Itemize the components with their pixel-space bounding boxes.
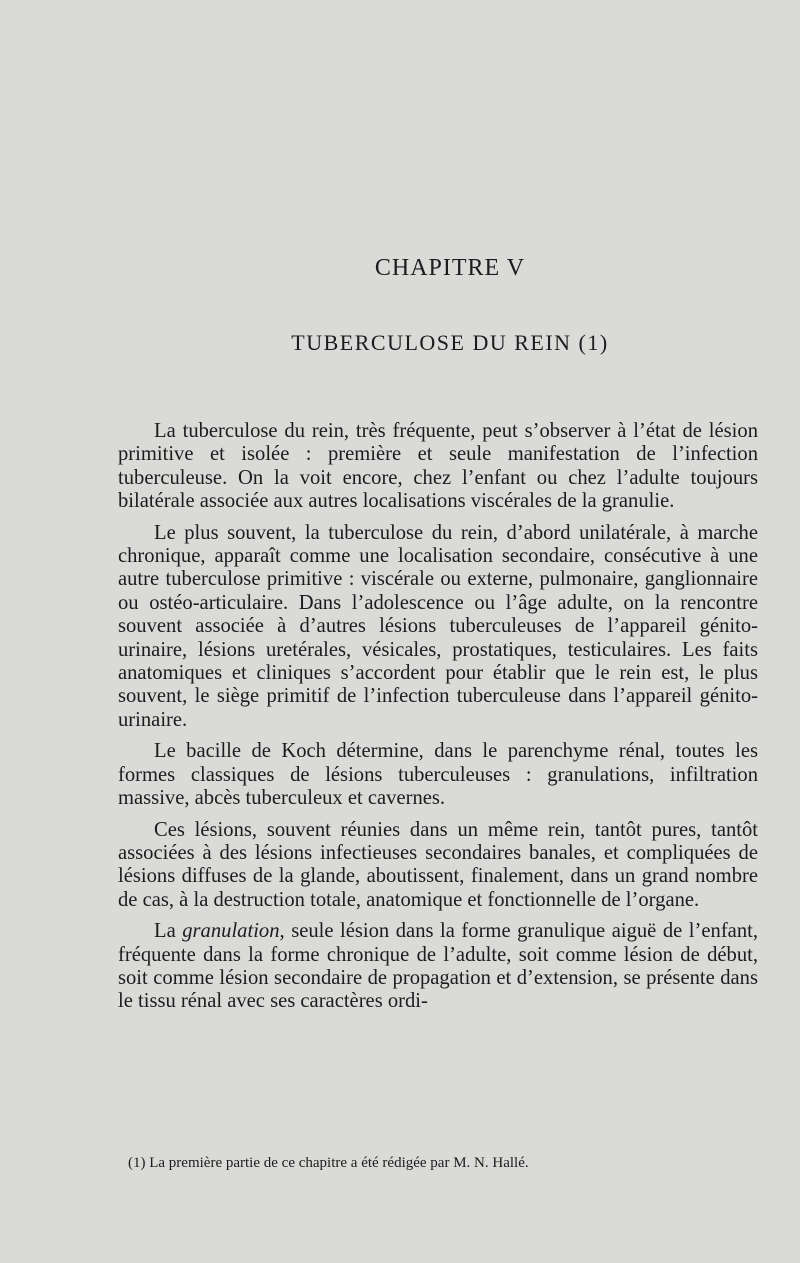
paragraph	[118, 920, 758, 1014]
chapter-title: TUBERCULOSE DU REIN (1)	[291, 330, 609, 355]
paragraph: Le plus souvent, la tuberculose du rein, d’abord unilatérale, à marche chronique, apparaît comme une localisation secondaire, consécutive à une autre tuberculose primitive : viscérale ou externe, pulmonaire, ganglionnaire ou ostéo-articulaire. Dans l’adolescence ou l’âge adulte, on la rencontre souvent associée à d’autres lésions tuberculeuses de l’appareil génito-urinaire, lésions uretérales, vésicales, prostatiques, testiculaires. Les faits anatomiques et cliniques s’accordent pour établir que le rein est, le plus souvent, le siège primitif de l’infection tuberculeuse dans l’appareil génito-urinaire.	[118, 521, 758, 731]
paragraph: La tuberculose du rein, très fréquente, peut s’observer à l’état de lésion primitive et isolée : première et seule manifestation de l’infection tuberculeuse. On la voit encore, chez l’enfant ou chez l’adulte toujours bilatérale associée aux autres localisations viscérales de la granulie.	[118, 420, 758, 513]
paragraph: Le bacille de Koch détermine, dans le parenchyme rénal, toutes les formes classiques de lésions tuberculeuses : granulations, infiltration massive, abcès tuberculeux et cavernes.	[118, 740, 758, 810]
body-text	[118, 420, 758, 1022]
footnote: (1) La première partie de ce chapitre a été rédigée par M. N. Hallé.	[128, 1155, 529, 1171]
paragraph-lead: La	[154, 920, 183, 943]
paragraph: Ces lésions, souvent réunies dans un même rein, tantôt pures, tantôt associées à des lésions infectieuses secondaires banales, et compliquées de lésions diffuses de la glande, aboutissent, finalement, dans un grand nombre de cas, à la destruction totale, anatomique et fonctionnelle de l’organe.	[118, 818, 758, 911]
chapter-label: CHAPITRE V	[374, 255, 526, 281]
paragraph-rest: , seule lésion dans la forme granulique aiguë de l’enfant, fréquente dans la forme chronique de l’adulte, soit comme lésion de début, soit comme lésion secondaire de propagation et d’extension, se présente dans le tissu rénal avec ses caractères ordi-	[118, 920, 758, 1013]
emphasized-term: granulation	[182, 920, 280, 943]
